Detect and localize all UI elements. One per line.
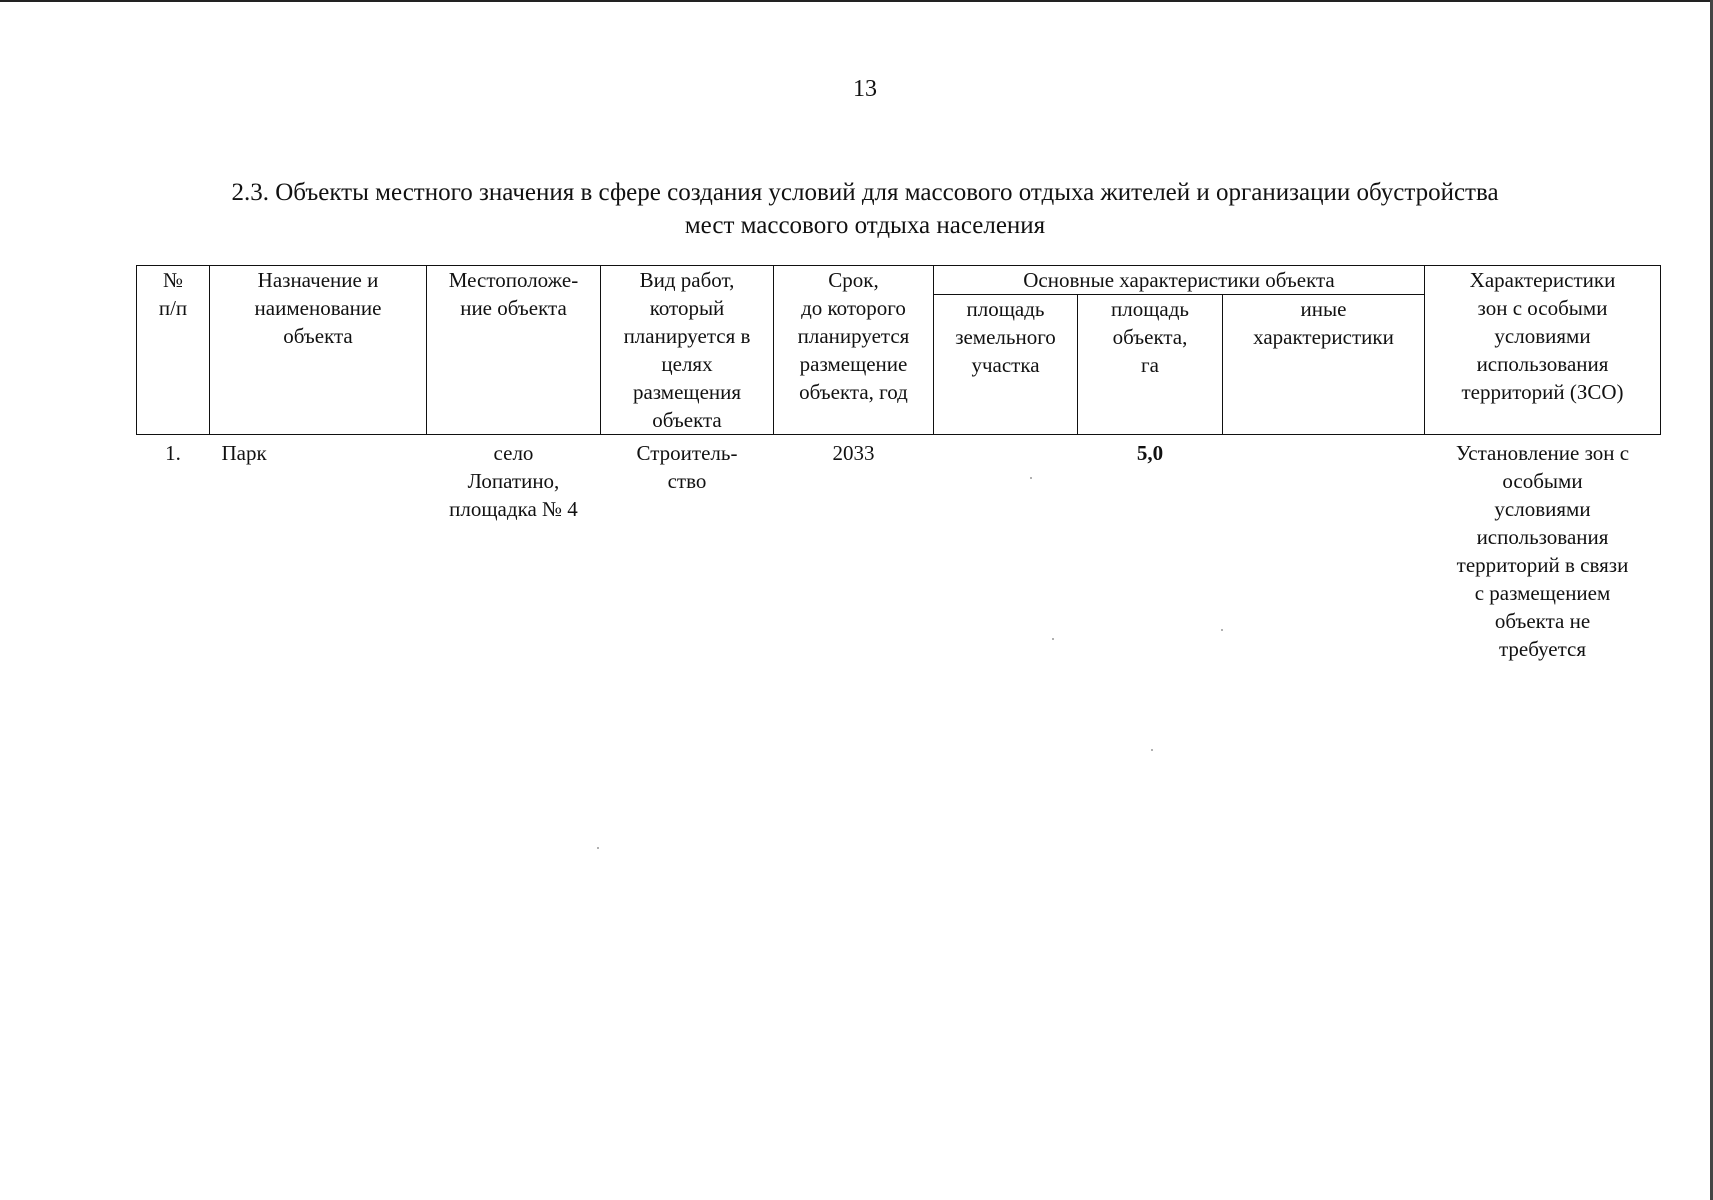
scan-speck: [1221, 629, 1223, 631]
cell-other: [1223, 435, 1425, 664]
cell-num: 1.: [165, 441, 181, 465]
header-work-type-line: Вид работ,: [639, 268, 735, 292]
header-deadline-line: до которого: [801, 296, 906, 320]
header-zones-line: территорий (ЗСО): [1461, 380, 1624, 404]
cell-deadline: 2033: [832, 441, 875, 465]
cell-work-type-line: ство: [667, 469, 707, 493]
header-land-area-line: участка: [971, 353, 1040, 377]
header-other-line: характеристики: [1253, 325, 1394, 349]
header-object-area: [1078, 295, 1223, 435]
header-location-line: ние объекта: [460, 296, 567, 320]
cell-object-area: 5,0: [1136, 441, 1164, 465]
scan-speck: [1052, 638, 1054, 640]
cell-zones-line: требуется: [1498, 637, 1587, 661]
scan-edge-top: [0, 0, 1713, 2]
header-deadline-line: планируется: [797, 324, 910, 348]
cell-zones-line: условиями: [1494, 497, 1591, 521]
cell-location: [427, 435, 601, 664]
header-location-line: Местоположе-: [448, 268, 579, 292]
scan-speck: [1030, 477, 1032, 479]
table-row: [137, 435, 1661, 664]
scan-speck: [1151, 749, 1153, 751]
page-number: 13: [853, 76, 877, 102]
objects-table: [136, 265, 1661, 663]
header-deadline-line: объекта, год: [799, 380, 908, 404]
header-num-line: п/п: [158, 296, 188, 320]
header-location: [427, 266, 601, 435]
header-purpose-line: наименование: [254, 296, 382, 320]
header-land-area-line: земельного: [955, 325, 1056, 349]
header-work-type-line: планируется в: [623, 324, 751, 348]
cell-work-type-line: Строитель-: [636, 441, 738, 465]
header-purpose-line: Назначение и: [257, 268, 379, 292]
cell-zones-line: использования: [1476, 525, 1609, 549]
cell-zones-line: особыми: [1502, 469, 1583, 493]
header-main-characteristics: Основные характеристики объекта: [934, 266, 1425, 295]
header-work-type: [601, 266, 774, 435]
header-zones-line: зон с особыми: [1477, 296, 1608, 320]
header-other: [1223, 295, 1425, 435]
header-work-type-line: размещения: [632, 380, 742, 404]
header-deadline: [774, 266, 934, 435]
header-num-line: №: [162, 268, 184, 292]
header-land-area: [934, 295, 1078, 435]
cell-zones-line: территорий в связи: [1456, 553, 1629, 577]
header-other-line: иные: [1300, 297, 1347, 321]
cell-zones: [1425, 435, 1661, 664]
header-work-type-line: объекта: [652, 408, 722, 432]
scan-speck: [597, 847, 599, 849]
section-title-line-2: мест массового отдыха населения: [684, 212, 1046, 239]
header-object-area-line: площадь: [1111, 297, 1189, 321]
header-purpose: [210, 266, 427, 435]
cell-zones-line: с размещением: [1474, 581, 1611, 605]
header-purpose-line: объекта: [283, 324, 353, 348]
cell-land-area: [934, 435, 1078, 664]
header-zones: [1425, 266, 1661, 435]
cell-location-line: Лопатино,: [467, 469, 560, 493]
header-zones-line: Характеристики: [1469, 268, 1616, 292]
header-deadline-line: Срок,: [828, 268, 879, 292]
header-deadline-line: размещение: [799, 352, 908, 376]
cell-zones-line: объекта не: [1494, 609, 1591, 633]
header-work-type-line: который: [649, 296, 725, 320]
header-object-area-line: га: [1141, 353, 1159, 377]
header-object-area-line: объекта,: [1112, 325, 1188, 349]
cell-work-type: [601, 435, 774, 664]
header-work-type-line: целях: [661, 352, 713, 376]
cell-purpose: Парк: [221, 441, 267, 465]
cell-location-line: село: [493, 441, 534, 465]
section-title: [130, 176, 1600, 242]
cell-zones-line: Установление зон с: [1455, 441, 1630, 465]
header-num: [137, 266, 210, 435]
header-land-area-line: площадь: [966, 297, 1045, 321]
section-title-line-1: 2.3. Объекты местного значения в сфере создания условий для массового отдыха жителей и организации обустройства: [231, 179, 1499, 206]
cell-location-line: площадка № 4: [449, 497, 578, 521]
header-zones-line: использования: [1476, 352, 1609, 376]
header-zones-line: условиями: [1494, 324, 1591, 348]
